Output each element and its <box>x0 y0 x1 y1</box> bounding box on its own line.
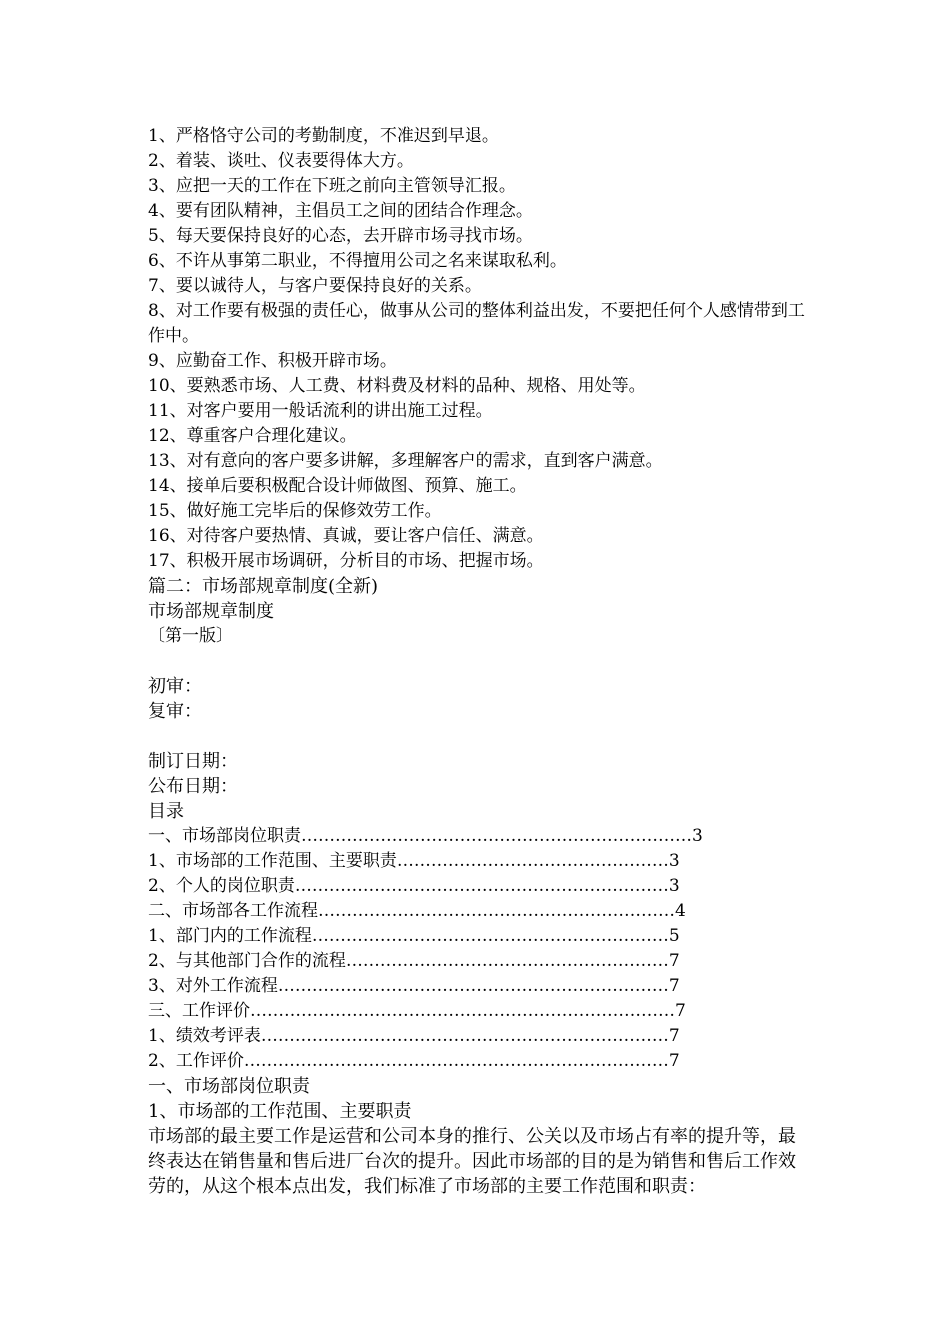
rule-item: 2、着装、谈吐、仪表要得体大方。 <box>148 151 414 171</box>
made-date-label: 制订日期： <box>148 751 238 772</box>
toc-dots: ……………………………………………………… <box>311 926 669 946</box>
toc-dots: ……………………………………………………………… <box>260 1026 669 1046</box>
toc-entry-text: 2、工作评价 <box>148 1051 244 1071</box>
toc-page-number: 7 <box>668 976 680 996</box>
section1-subtitle: 1、市场部的工作范围、主要职责 <box>148 1101 412 1122</box>
toc-entry-text: 三、工作评价 <box>148 1001 250 1021</box>
toc-entry[interactable] <box>148 949 808 974</box>
rule-item: 5、每天要保持良好的心态，去开辟市场寻找市场。 <box>148 226 533 246</box>
toc-page-number: 7 <box>668 1026 680 1046</box>
toc-dots: ………………………………………………………………… <box>243 1051 669 1071</box>
edition-label: 〔第一版〕 <box>148 626 233 646</box>
rule-item: 17、积极开展市场调研，分析目的市场、把握市场。 <box>148 551 544 571</box>
toc-page-number: 3 <box>668 876 680 896</box>
rule-item: 10、要熟悉市场、人工费、材料费及材料的品种、规格、用处等。 <box>148 376 646 396</box>
toc-entry-text: 2、个人的岗位职责 <box>148 876 295 896</box>
spacer <box>148 649 808 674</box>
section1-title: 一、市场部岗位职责 <box>148 1076 310 1097</box>
rule-item: 7、要以诚待人，与客户要保持良好的关系。 <box>148 276 482 296</box>
toc-page-number: 7 <box>668 1051 680 1071</box>
rules-list <box>148 124 808 574</box>
toc-dots: ………………………………………………………………… <box>250 1001 675 1021</box>
rule-item: 14、接单后要积极配合设计师做图、预算、施工。 <box>148 476 527 496</box>
toc-page-number: 7 <box>668 951 680 971</box>
rule-item: 8、对工作要有极强的责任心，做事从公司的整体利益出发，不要把任何个人感情带到工作中。 <box>148 301 805 346</box>
toc-title: 目录 <box>148 801 184 822</box>
document-page <box>148 124 808 1199</box>
toc-entry[interactable] <box>148 899 808 924</box>
toc-entry[interactable] <box>148 974 808 999</box>
toc-entry-text: 二、市场部各工作流程 <box>148 901 318 921</box>
toc-entry[interactable] <box>148 924 808 949</box>
rule-item: 6、不许从事第二职业，不得擅用公司之名来谋取私利。 <box>148 251 567 271</box>
second-review-label: 复审： <box>148 701 202 722</box>
table-of-contents <box>148 824 808 1074</box>
rule-item: 4、要有团队精神，主倡员工之间的团结合作理念。 <box>148 201 533 221</box>
rule-item: 9、应勤奋工作、积极开辟市场。 <box>148 351 397 371</box>
toc-page-number: 4 <box>675 901 686 921</box>
rule-item: 13、对有意向的客户要多讲解，多理解客户的需求，直到客户满意。 <box>148 451 663 471</box>
spacer <box>148 724 808 749</box>
toc-entry-text: 一、市场部岗位职责 <box>148 826 301 846</box>
toc-entry-text: 1、绩效考评表 <box>148 1026 261 1046</box>
toc-entry[interactable] <box>148 874 808 899</box>
rule-item: 16、对待客户要热情、真诚，要让客户信任、满意。 <box>148 526 544 546</box>
toc-entry[interactable] <box>148 824 808 849</box>
toc-entry[interactable] <box>148 1024 808 1049</box>
toc-dots: ………………………………………………………… <box>294 876 669 896</box>
body-paragraph: 市场部的最主要工作是运营和公司本身的推行、公关以及市场占有率的提升等，最终表达在销售量和售后进厂台次的提升。因此市场部的目的是为销售和售后工作效劳的，从这个根本点出发，我们标准了市场部的主要工作范围和职责： <box>148 1126 796 1197</box>
toc-dots: …………………………………………………………… <box>277 976 669 996</box>
publish-date-label: 公布日期： <box>148 776 238 797</box>
rule-item: 12、尊重客户合理化建议。 <box>148 426 357 446</box>
rule-item: 1、严格恪守公司的考勤制度，不准迟到早退。 <box>148 126 499 146</box>
document-title: 市场部规章制度 <box>148 601 274 622</box>
toc-entry-text: 2、与其他部门合作的流程 <box>148 951 346 971</box>
toc-page-number: 3 <box>692 826 703 846</box>
toc-dots: ………………………………………… <box>396 851 669 871</box>
rule-item: 15、做好施工完毕后的保修效劳工作。 <box>148 501 442 521</box>
rule-item: 11、对客户要用一般话流利的讲出施工过程。 <box>148 401 493 421</box>
toc-entry[interactable] <box>148 849 808 874</box>
toc-page-number: 5 <box>668 926 680 946</box>
toc-entry-text: 1、市场部的工作范围、主要职责 <box>148 851 397 871</box>
toc-dots: ……………………………………………………… <box>318 901 675 921</box>
toc-dots: …………………………………………………………… <box>301 826 692 846</box>
part2-heading: 篇二：市场部规章制度(全新) <box>148 576 379 597</box>
toc-entry-text: 1、部门内的工作流程 <box>148 926 312 946</box>
first-review-label: 初审： <box>148 676 202 697</box>
toc-entry[interactable] <box>148 999 808 1024</box>
toc-page-number: 7 <box>675 1001 686 1021</box>
toc-dots: ………………………………………………… <box>345 951 669 971</box>
toc-page-number: 3 <box>668 851 680 871</box>
rule-item: 3、应把一天的工作在下班之前向主管领导汇报。 <box>148 176 516 196</box>
toc-entry-text: 3、对外工作流程 <box>148 976 278 996</box>
toc-entry[interactable] <box>148 1049 808 1074</box>
